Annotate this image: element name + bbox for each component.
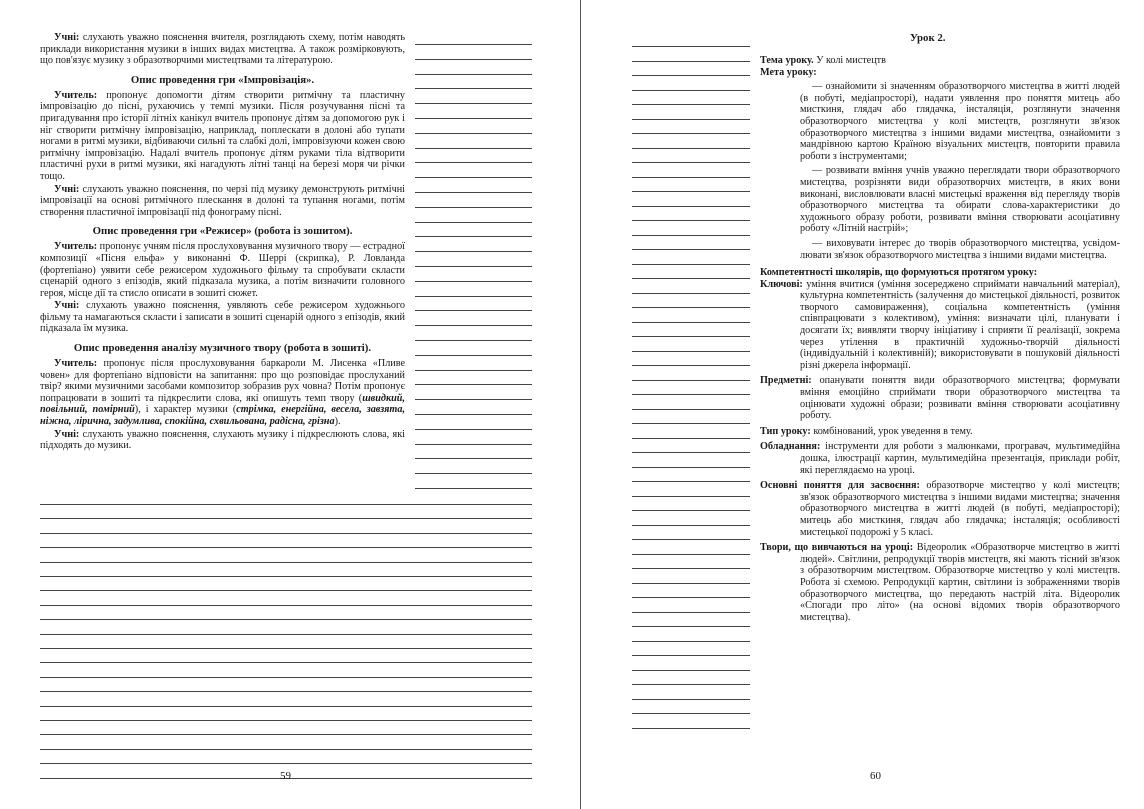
note-line	[40, 605, 532, 606]
section-heading: Опис проведення аналізу музичного твору (робота в зошиті).	[73, 342, 372, 355]
note-line	[415, 148, 532, 149]
note-line	[415, 59, 532, 60]
note-line	[632, 264, 750, 265]
note-line	[632, 423, 750, 424]
note-line	[632, 206, 750, 207]
concepts-label: Основні поняття для засвоєння:	[760, 480, 920, 492]
text-paragraph: Учні: слухають уважно пояснення, по черзі під музику демонструють ритмічні імпровізації на основі ритмічного плескання в долоні та тупання ногами, потім створення пластичної імпровізації під фонограму пісні.	[40, 183, 405, 218]
text-paragraph: Учитель: пропонує допомогти дітям створити ритмічну та пластичну імпровізацію до пісні, рухаючись у темпі музики. Після розучування пісні та пригадування про історії літніх канікул вчитель пропонує дітям за допомогою рук і ніг створити ритмічну імпровізацію, наприклад, поплескати в долоні або тупати ногами в ритмі музики, відбиваючи сильні та слабкі долі, імпровізуючи кожен свою ритмічну імпровізацію. Надалі вчитель пропонує дітям руками тіла відтворити пластичні рухи в ритмі музики, які нагадують літні танці на березі моря чи річки тощо.	[40, 89, 405, 182]
text-paragraph: Учні: слухають уважно пояснення, уявляють себе режисером художнього фільму та намагаються скласти і записати в зошиті сценарій одного з епізодів, який підказала їм музика.	[40, 300, 405, 335]
note-line	[415, 207, 532, 208]
note-line	[632, 510, 750, 511]
key-competences: Ключові: уміння вчитися (уміння зосереджено сприймати навчальний матеріал), культурна компетентність (залучення до мистецької діяльності, розвиток творчого самовираження), соціальна компетентність (уміння співпрацювати з колективом), уміння: визначати цілі, планувати і досягати їх; виявляти творчу ініціативу і сприяти її реалізації, зокрема через утілення в практичній художньо-творчій діяльності (індивідуальній і колективній); використовувати в пошуковій діяльності різні джерела інформації.	[760, 278, 1120, 371]
note-line	[40, 749, 532, 750]
note-line	[632, 293, 750, 294]
lesson-theme	[760, 55, 1120, 67]
note-line	[40, 562, 532, 563]
note-line	[415, 192, 532, 193]
right-page-text	[760, 32, 1120, 627]
note-line	[632, 307, 750, 308]
note-line	[632, 336, 750, 337]
note-line	[415, 340, 532, 341]
role-label: Учитель:	[54, 89, 98, 101]
note-line	[415, 384, 532, 385]
goal-item: — ознайомити зі значенням образотворчого мистецтва в житті людей (в побуті, медіапросторі), надати уявлення про поняття митець або мисткиня, глядач або глядачка, інсталяція, розглянути значення образотворчого мистецтва у колі мистецтв, розглянути зв'язок образотворчого мистецтва з іншими видами мистецтва, ознайомити з мандрівною картою Країною візуальних мистецтв, повторити правила роботи з інструментами;	[800, 81, 1120, 162]
note-line	[632, 61, 750, 62]
note-line	[632, 467, 750, 468]
section-heading: Опис проведення гри «Імпровізація».	[130, 73, 315, 86]
text-paragraph: Учні: слухають уважно пояснення вчителя, розглядають схему, потім наводять приклади використання музики в інших видах мистецтва. А також розмірковують, що пов'язує музику з образотворчими мистецтвами та літературою.	[40, 32, 405, 67]
type-label: Тип уроку:	[760, 425, 811, 437]
lesson-theme-label: Тема уроку.	[760, 55, 814, 66]
note-line	[40, 518, 532, 519]
note-line	[40, 619, 532, 620]
note-line	[40, 504, 532, 505]
note-line	[40, 547, 532, 548]
section-heading: Опис проведення гри «Режисер» (робота із зошитом).	[92, 225, 353, 238]
note-line	[632, 626, 750, 627]
works-label: Твори, що вивчаються на уроці:	[760, 542, 914, 554]
page-number-right: 60	[870, 770, 881, 782]
note-line	[415, 399, 532, 400]
note-line	[632, 409, 750, 410]
note-line	[415, 266, 532, 267]
goal-item: — розвивати вміння учнів уважно переглядати твори образотворчого мистецтва, розрізняти види образотворчих мистецтв, в яких вони виконані, висловлювати власні мистецькі враження від перегляду творів образотворчого мистецтва та обирати слова-характеристики до художнього образу роботи, розвивати вміння створювати асоціативну роботу «Літній настрій»;	[800, 165, 1120, 235]
note-line	[632, 351, 750, 352]
note-line	[632, 249, 750, 250]
lesson-works: Твори, що вивчаються на уроці: Відеоролик «Образотворче мистецтво в житті людей». Світлини, репродукції творів мистецтв, які мають тісний зв'язок з образотворчим мистецтвом. Образотворче мистецтво у колі мистецтв. Робота зі схемою. Репродукції картин, світлини із зображеннями творів образотворчого мистецтва, що передають настрій літа. Відеоролик «Спогади про літо» (на основі відомих творів образотворчого мистецтва).	[760, 542, 1121, 623]
text-paragraph: Учні: слухають уважно пояснення, слухають музику і підкреслюють слова, які підходять до музики.	[40, 428, 405, 452]
note-line	[415, 310, 532, 311]
note-line	[632, 597, 750, 598]
note-line	[40, 706, 532, 707]
note-line	[632, 496, 750, 497]
note-line	[40, 648, 532, 649]
role-label: Учні:	[54, 32, 80, 43]
note-line	[632, 162, 750, 163]
note-line	[415, 222, 532, 223]
note-line	[632, 728, 750, 729]
note-line	[415, 133, 532, 134]
note-line	[415, 458, 532, 459]
note-line	[632, 104, 750, 105]
note-line	[632, 365, 750, 366]
note-line	[415, 118, 532, 119]
right-page	[572, 0, 1144, 809]
note-line	[632, 278, 750, 279]
note-line	[632, 554, 750, 555]
lesson-type: Тип уроку: комбінований, урок уведення в тему.	[760, 425, 973, 437]
note-line	[632, 177, 750, 178]
note-line	[415, 473, 532, 474]
note-line	[415, 103, 532, 104]
note-line	[632, 583, 750, 584]
note-line	[632, 670, 750, 671]
note-line	[40, 662, 532, 663]
competence-heading: Компетентності школярів, що формуються протягом уроку:	[760, 267, 1038, 279]
note-line	[632, 525, 750, 526]
note-line	[632, 684, 750, 685]
note-line	[415, 177, 532, 178]
lesson-title: Урок 2.	[910, 32, 946, 44]
note-line	[415, 414, 532, 415]
note-line	[632, 394, 750, 395]
note-line	[40, 734, 532, 735]
note-line	[632, 220, 750, 221]
lesson-goals	[760, 81, 1120, 261]
note-line	[632, 322, 750, 323]
note-line	[632, 481, 750, 482]
equipment: Обладнання: інструменти для роботи з малюнками, програвач, мультимедійна дошка, ілюстрації картин, мультимедійна презентація, приклади робіт, які переглядаємо на уроці.	[760, 441, 1120, 476]
note-line	[632, 655, 750, 656]
note-line	[415, 74, 532, 75]
note-line	[415, 162, 532, 163]
note-line	[632, 90, 750, 91]
note-line	[632, 452, 750, 453]
key-concepts: Основні поняття для засвоєння: образотворче мистецтво у колі мистецтв; зв'язок образотворчого мистецтва з іншими видами мистецтва; значення образотворчого мистецтва в житті людей (в побуті, медіапросторі); митець або мисткиня, глядач або глядачка; інсталяція; особливості мистецької подорожі у 5 класі.	[760, 480, 1121, 538]
role-label: Учні:	[54, 300, 80, 312]
subject-competences: Предметні: опанувати поняття види образотворчого мистецтва; формувати вміння емоційно сприймати твори образотворчого мистецтва та оцінювати художні образи; розвивати вміння створювати асоціативну роботу.	[760, 375, 1120, 422]
note-line	[632, 568, 750, 569]
note-line	[632, 46, 750, 47]
note-line	[415, 325, 532, 326]
note-line	[415, 236, 532, 237]
note-line	[40, 763, 532, 764]
note-line	[40, 590, 532, 591]
note-line	[415, 488, 532, 489]
note-line	[40, 634, 532, 635]
page-number-left: 59	[280, 770, 291, 782]
note-line	[632, 235, 750, 236]
note-line	[40, 533, 532, 534]
role-label: Учитель:	[54, 241, 98, 253]
note-line	[632, 75, 750, 76]
note-line	[632, 133, 750, 134]
note-line	[632, 612, 750, 613]
lesson-theme-text: У колі мистецтв	[813, 55, 886, 66]
note-line	[632, 191, 750, 192]
note-line	[40, 691, 532, 692]
lesson-goal-label: Мета уроку:	[760, 66, 817, 78]
note-line	[632, 380, 750, 381]
left-page-text	[40, 32, 405, 453]
note-line	[415, 370, 532, 371]
note-line	[415, 296, 532, 297]
note-line	[40, 720, 532, 721]
role-label: Учні:	[54, 428, 80, 440]
note-line	[415, 251, 532, 252]
note-line	[632, 148, 750, 149]
role-label: Учитель:	[54, 358, 98, 370]
note-line	[632, 713, 750, 714]
text-paragraph: Учитель: пропонує після прослуховування баркароли М. Лисенка «Пливе човен» для фортепіано відповісти на запитання: про що розповідає прослуханий твір? якими музичними засобами композитор зобразив рух човна? Потім пропонує попрацювати в зошиті та підкреслити слова, які опишуть темп твору (швидкий, повільний, помірний), і характер музики (стрімка, енергійна, весела, завзята, ніжна, лірична, задумлива, спокійна, схвильована, радісна, грізна).	[40, 358, 405, 428]
equipment-label: Обладнання:	[760, 441, 821, 453]
subject-label: Предметні:	[760, 375, 812, 387]
note-line	[632, 539, 750, 540]
note-line	[415, 44, 532, 45]
note-line	[415, 429, 532, 430]
note-line	[415, 88, 532, 89]
note-line	[40, 677, 532, 678]
note-line	[415, 355, 532, 356]
note-line	[415, 281, 532, 282]
goal-item: — виховувати інтерес до творів образотворчого мистецтва, усвідомлювати зв'язок образотворчого мистецтва з іншими видами мистецтва.	[800, 237, 1120, 261]
note-line	[632, 641, 750, 642]
note-line	[415, 444, 532, 445]
note-line	[40, 576, 532, 577]
role-label: Учні:	[54, 183, 80, 195]
text-paragraph: Учитель: пропонує учням після прослуховування музичного твору — естрадної композиції «Пісня ельфа» у виконанні Ф. Шеррі (скрипка), Р. Ловланда (фортепіано) уявити себе режисером художнього фільму та спробувати скласти сценарій одного з епізодів, який підказала музика, а потім визначити головного героя, місце дії та стисло описати в зошиті сюжет.	[40, 241, 405, 299]
note-line	[632, 699, 750, 700]
note-line	[632, 119, 750, 120]
note-line	[632, 438, 750, 439]
key-label: Ключові:	[760, 278, 803, 290]
